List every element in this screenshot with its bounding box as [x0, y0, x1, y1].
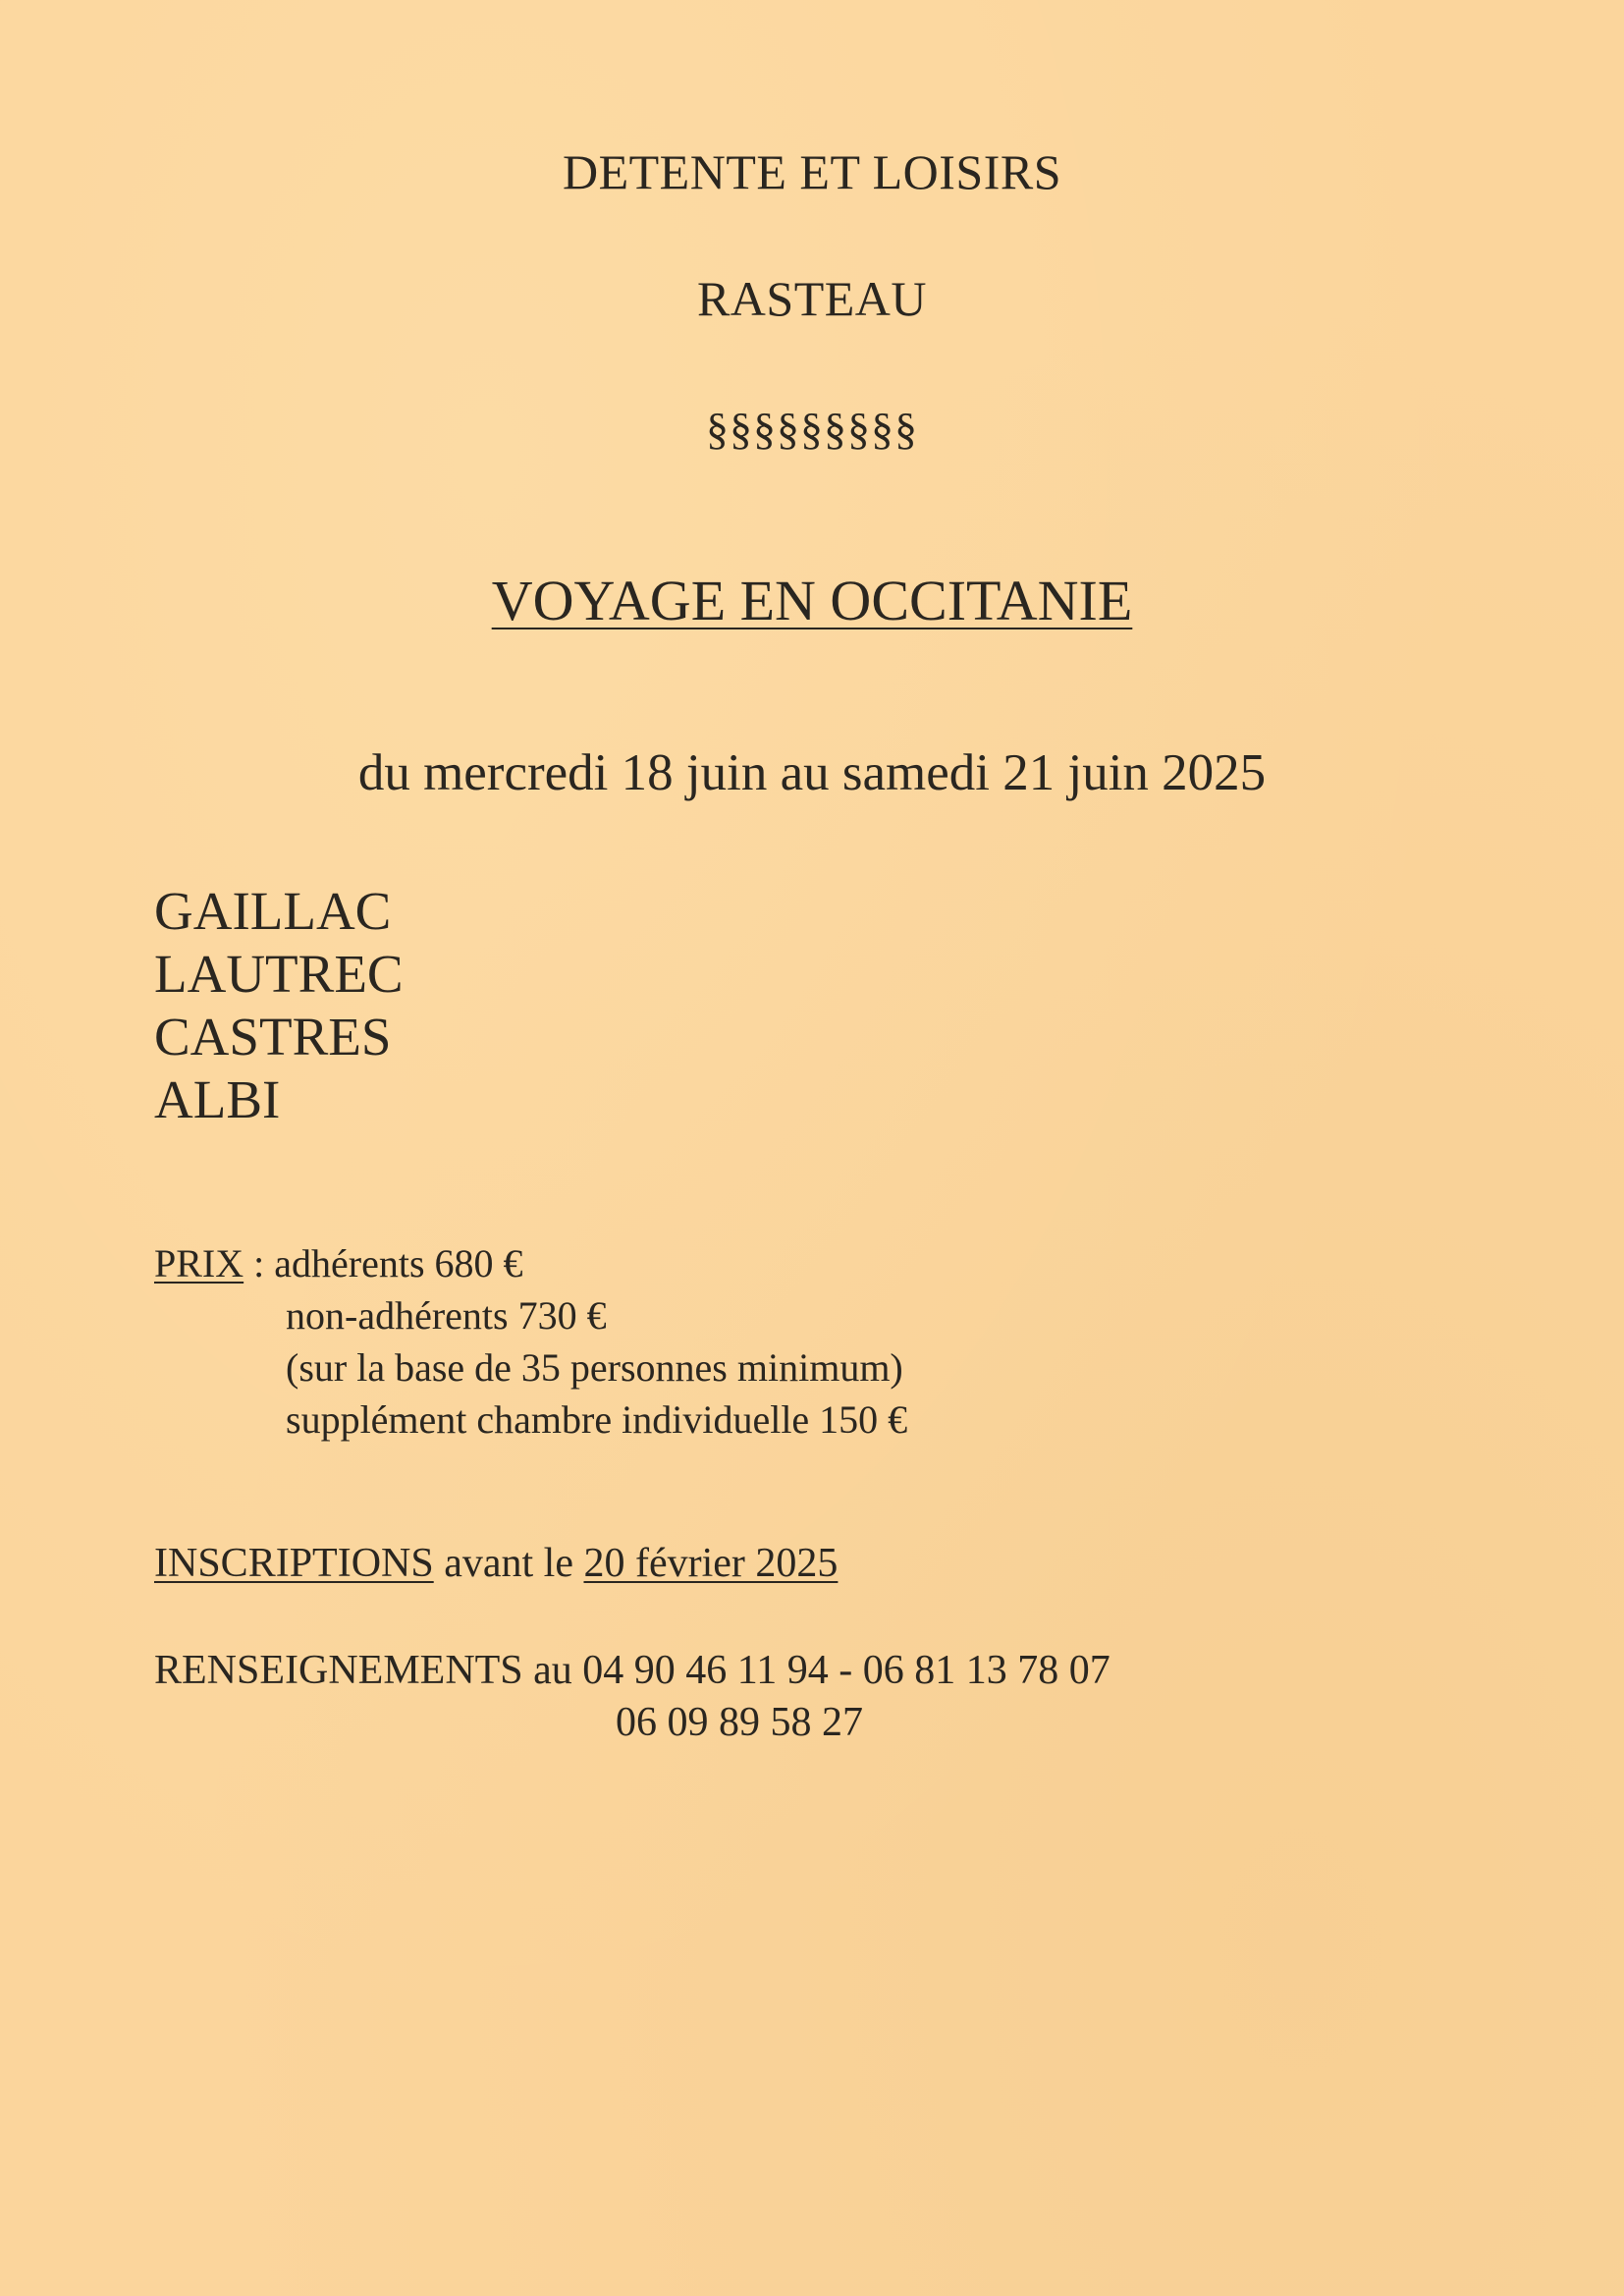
destination-item: CASTRES — [154, 1007, 392, 1066]
registration-line — [154, 1540, 838, 1587]
trip-title — [0, 568, 1624, 633]
organization-name: DETENTE ET LOISIRS — [562, 144, 1062, 199]
town-name: RASTEAU — [696, 271, 928, 326]
contact-line-2: 06 09 89 58 27 — [616, 1700, 863, 1745]
price-line-minimum: (sur la base de 35 personnes minimum) — [286, 1345, 903, 1390]
price-separator: : — [244, 1241, 275, 1285]
price-line-non-members: non-adhérents 730 € — [286, 1293, 607, 1338]
destination-item: LAUTREC — [154, 944, 404, 1004]
section-ornament: §§§§§§§§§ — [706, 404, 918, 454]
price-line-single-supplement: supplément chambre individuelle 150 € — [286, 1397, 908, 1442]
pricing-section — [154, 1237, 907, 1446]
trip-title-text: VOYAGE EN OCCITANIE — [491, 569, 1133, 632]
trip-dates: du mercredi 18 juin au samedi 21 juin 2025 — [357, 744, 1267, 801]
registration-deadline: 20 février 2025 — [583, 1541, 839, 1586]
contact-section — [154, 1645, 1110, 1749]
destination-item: ALBI — [154, 1069, 281, 1129]
price-label: PRIX — [154, 1241, 244, 1285]
destination-item: GAILLAC — [154, 881, 392, 941]
registration-text: avant le — [433, 1541, 584, 1586]
price-members: adhérents 680 € — [274, 1241, 523, 1285]
contact-line-1: RENSEIGNEMENTS au 04 90 46 11 94 - 06 81 13 78 07 — [154, 1648, 1110, 1693]
destination-list — [154, 880, 404, 1131]
price-line-members — [154, 1237, 907, 1289]
registration-label: INSCRIPTIONS — [154, 1541, 434, 1586]
